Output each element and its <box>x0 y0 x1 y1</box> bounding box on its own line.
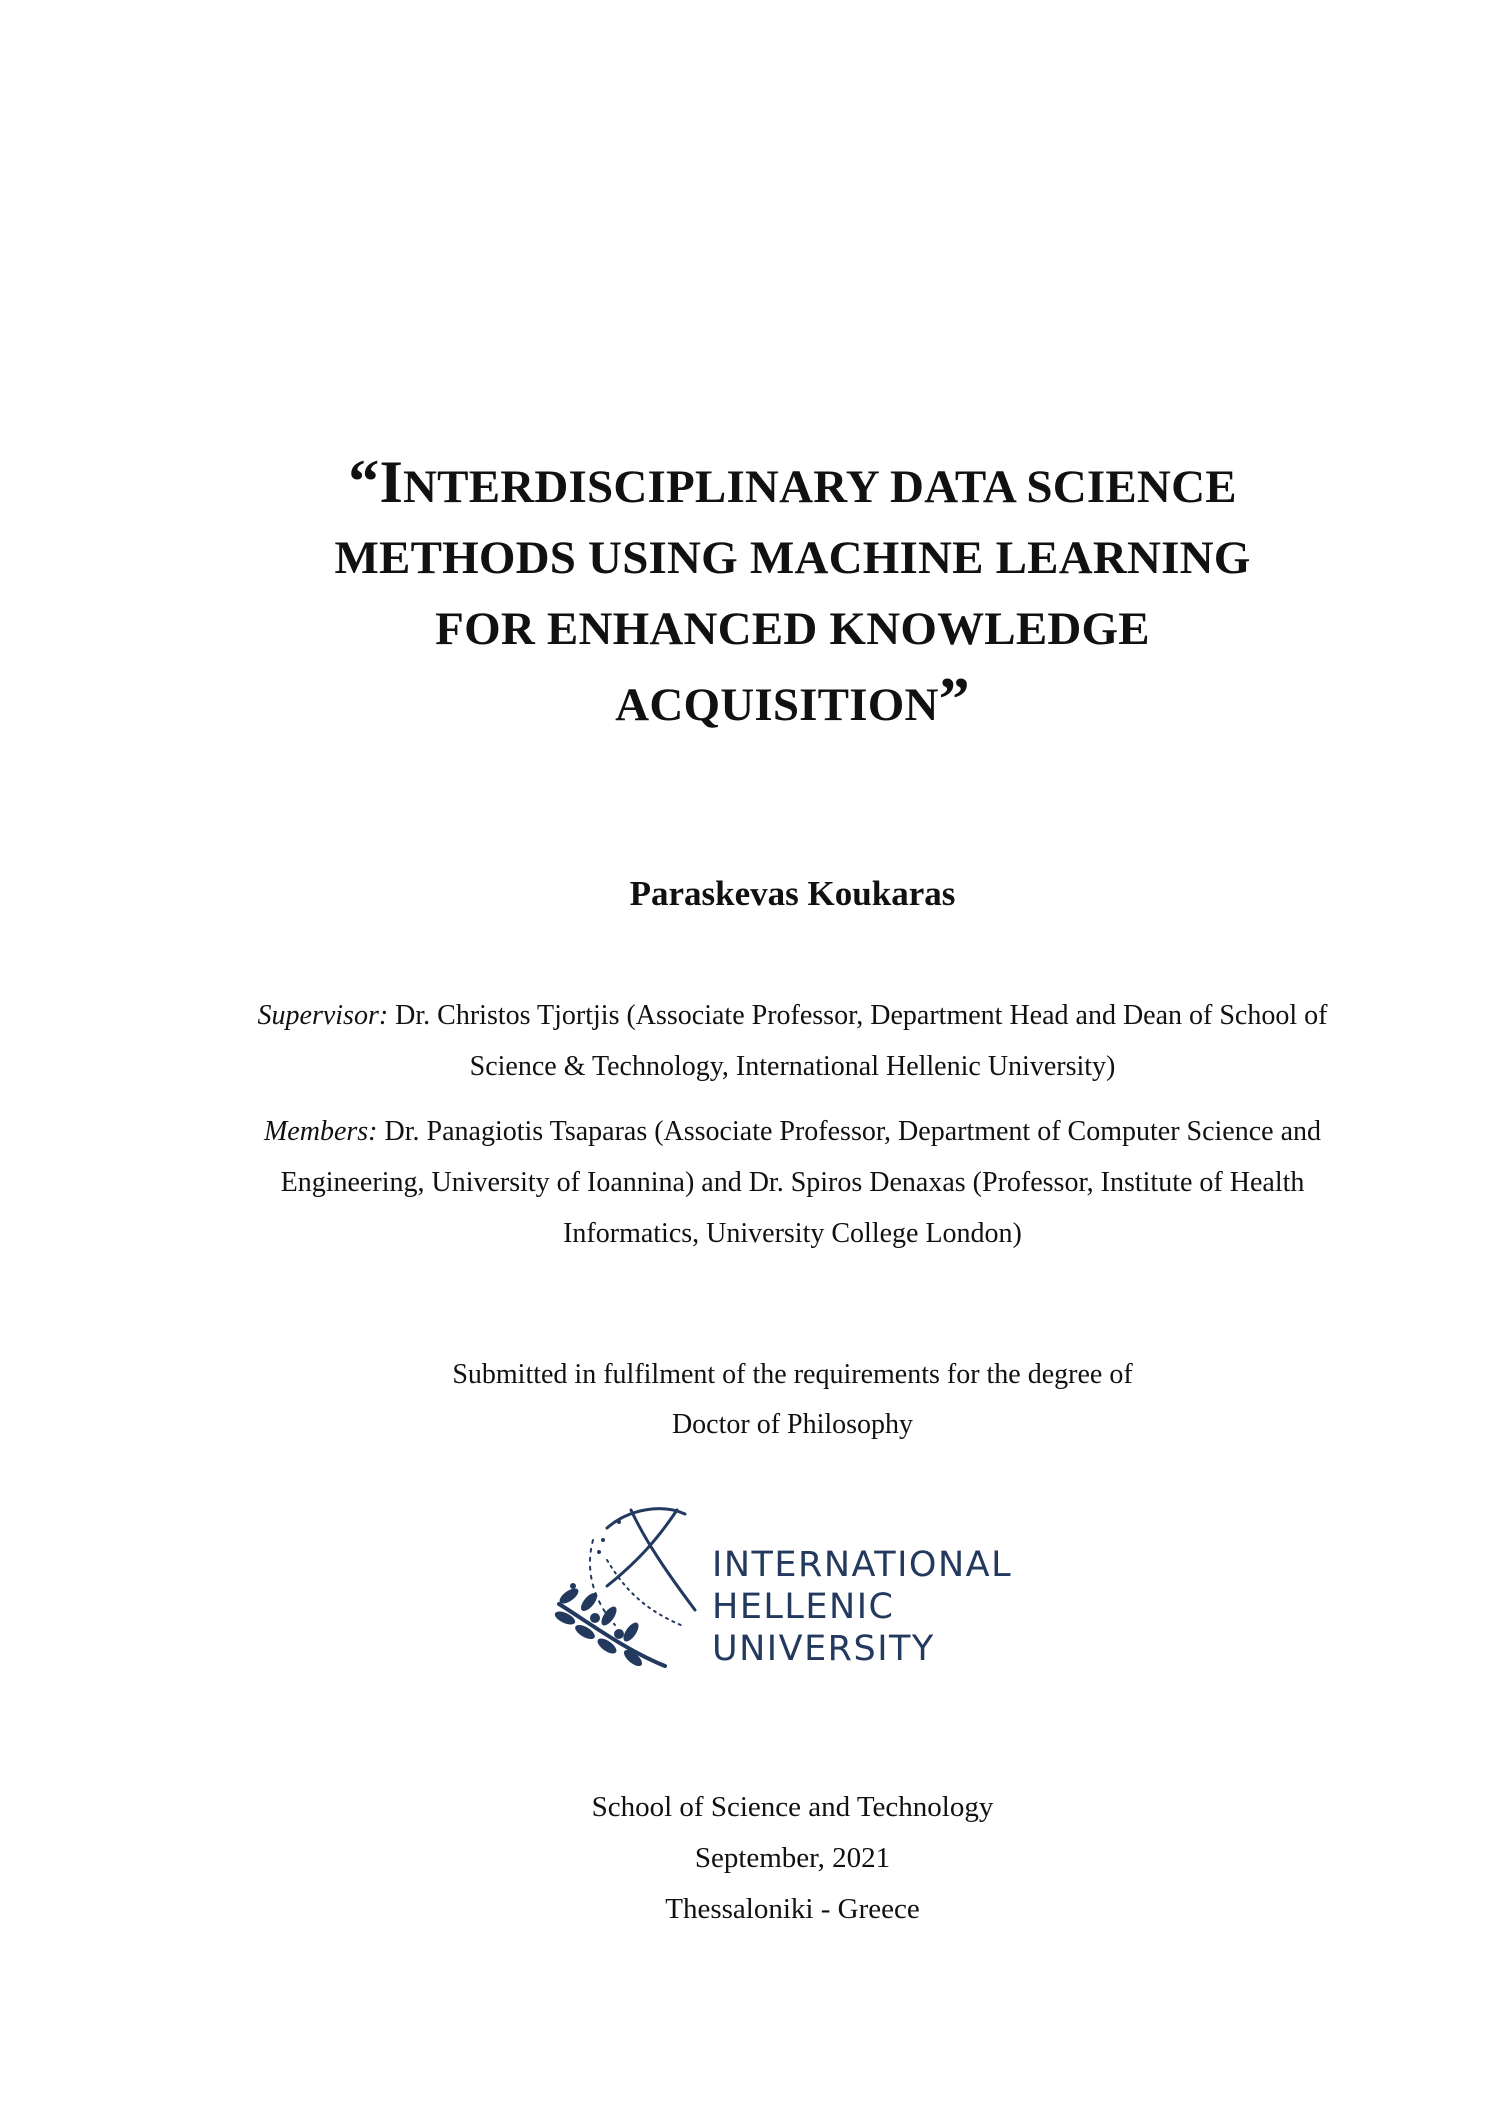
title-line-4-text: ACQUISITION <box>615 679 939 731</box>
university-logo <box>545 1500 1065 1675</box>
members-paragraph <box>240 1106 1345 1259</box>
logo-line-3: UNIVERSITY <box>712 1629 935 1669</box>
supervisor-label: Supervisor: <box>257 1000 389 1031</box>
logo-wordmark <box>712 1544 1012 1670</box>
title-line-4 <box>240 665 1345 741</box>
supervisor-details: Dr. Christos Tjortjis (Associate Professor, Department Head and Dean of School of Science & Technology, International Hellenic University) <box>388 1000 1328 1082</box>
close-quote: ” <box>938 666 970 734</box>
title-line-2: METHODS USING MACHINE LEARNING <box>334 532 1251 584</box>
members-details: Dr. Panagiotis Tsaparas (Associate Professor, Department of Computer Science and Engineering, University of Ioannina) and Dr. Spiros Denaxas (Professor, Institute of Health Informatics, University College London) <box>280 1116 1322 1249</box>
submission-line-1: Submitted in fulfilment of the requirements for the degree of <box>452 1359 1133 1390</box>
open-quote: “ <box>348 448 380 516</box>
title-line-1 <box>240 447 1345 523</box>
thesis-title <box>240 447 1345 741</box>
supervisor-paragraph <box>240 990 1345 1092</box>
logo-line-1: INTERNATIONAL <box>712 1545 1013 1585</box>
logo-line-2: HELLENIC <box>712 1587 895 1627</box>
members-label: Members: <box>263 1116 378 1147</box>
submission-date: September, 2021 <box>694 1842 891 1874</box>
title-initial: I <box>379 449 403 515</box>
committee-block <box>240 990 1345 1273</box>
footer-block <box>240 1782 1345 1935</box>
title-line-1-text: NTERDISCIPLINARY DATA SCIENCE <box>403 461 1237 513</box>
degree-name: Doctor of Philosophy <box>671 1409 914 1440</box>
submission-statement <box>240 1350 1345 1450</box>
location: Thessaloniki - Greece <box>665 1893 920 1925</box>
author-name: Paraskevas Koukaras <box>629 874 956 913</box>
title-line-3: FOR ENHANCED KNOWLEDGE <box>435 603 1150 655</box>
school-name: School of Science and Technology <box>591 1791 994 1823</box>
olive-branch-globe-icon <box>545 1500 705 1675</box>
